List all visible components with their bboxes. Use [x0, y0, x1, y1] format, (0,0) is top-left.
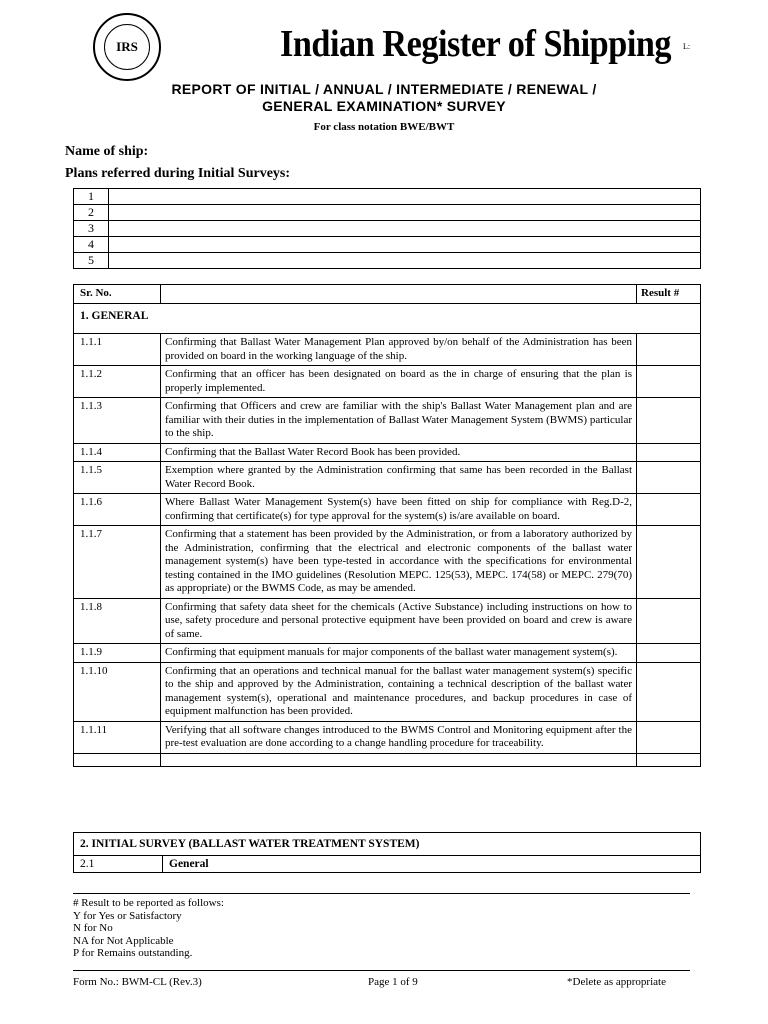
footnote-line: NA for Not Applicable [73, 934, 174, 947]
checklist-table [73, 284, 701, 767]
plan-row [74, 189, 701, 205]
row-description: Confirming that safety data sheet for the chemicals (Active Substance) including instructions on how to use, safety procedure and personal protective equipment have been provided on board and crew is aware of same. [161, 598, 637, 644]
row-description: Verifying that all software changes introduced to the BWMS Control and Monitoring equipment after the pre-test evaluation are done according to a change handling procedure for traceability. [161, 721, 637, 753]
section2-title-row [74, 833, 701, 856]
delete-note: *Delete as appropriate [567, 976, 666, 988]
row-number: 1.1.6 [74, 494, 161, 526]
table-row [74, 721, 701, 753]
row-description: Where Ballast Water Management System(s) have been fitted on ship for compliance with Reg.D-2, confirming that certificate(s) for type approval for the system(s) is/are available on board. [161, 494, 637, 526]
plan-row-number: 3 [74, 221, 109, 237]
table-row [74, 598, 701, 644]
col-result: Result # [637, 285, 701, 304]
row-number: 1.1.2 [74, 366, 161, 398]
col-description [161, 285, 637, 304]
organization-suffix: L: [683, 42, 691, 51]
section-row [74, 303, 701, 334]
plan-row-number: 4 [74, 237, 109, 253]
table-row [74, 462, 701, 494]
row-number: 1.1.3 [74, 398, 161, 444]
table-row [74, 494, 701, 526]
row-number: 1.1.8 [74, 598, 161, 644]
plan-row-entry [109, 221, 701, 237]
row-result-cell [637, 462, 701, 494]
row-number: 1.1.10 [74, 662, 161, 721]
row-number: 1.1.1 [74, 334, 161, 366]
row-result-cell [637, 526, 701, 599]
row-description: Confirming that equipment manuals for major components of the ballast water management system(s). [161, 644, 637, 663]
plans-referred-label: Plans referred during Initial Surveys: [65, 166, 291, 181]
plan-row-number: 2 [74, 205, 109, 221]
row-description: Confirming that Officers and crew are familiar with the ship's Ballast Water Management plan and are familiar with their duties in the implementation of Ballast Water Management System (BWMS) particular to the ship. [161, 398, 637, 444]
seal-text: IRS [104, 24, 150, 70]
table-row-blank [74, 753, 701, 766]
report-subtitle: For class notation BWE/BWT [313, 121, 455, 133]
row-result-cell [637, 398, 701, 444]
plan-row [74, 253, 701, 269]
form-number: Form No.: BWM-CL (Rev.3) [73, 976, 202, 988]
table-row [74, 398, 701, 444]
blank-cell [74, 753, 161, 766]
table-row [74, 366, 701, 398]
section2-row [74, 856, 701, 873]
plan-row-entry [109, 237, 701, 253]
row-result-cell [637, 443, 701, 462]
row-result-cell [637, 494, 701, 526]
row-description: Confirming that Ballast Water Management Plan approved by/on behalf of the Administration has been provided on board in the working language of the ship. [161, 334, 637, 366]
col-sr-no: Sr. No. [74, 285, 161, 304]
table-row [74, 644, 701, 663]
blank-cell [161, 753, 637, 766]
name-of-ship-label: Name of ship: [65, 144, 149, 159]
row-number: 1.1.9 [74, 644, 161, 663]
plan-row-entry [109, 205, 701, 221]
row-result-cell [637, 644, 701, 663]
plan-row [74, 205, 701, 221]
plan-row-number: 1 [74, 189, 109, 205]
page-number: Page 1 of 9 [368, 976, 418, 988]
section2-row-label: General [163, 856, 701, 873]
row-number: 1.1.7 [74, 526, 161, 599]
plans-table [73, 188, 701, 269]
row-description: Confirming that an officer has been designated on board as the in charge of ensuring that the plan is properly implemented. [161, 366, 637, 398]
footnote-line: N for No [73, 922, 113, 934]
row-number: 1.1.11 [74, 721, 161, 753]
row-description: Confirming that an operations and technical manual for the ballast water management system(s) specific to the ship and approved by the Administration, containing a technical description of the ballast water management system(s), operational and maintenance procedures, and backup procedures in case of equipment malfunction has been provided. [161, 662, 637, 721]
irs-seal-logo [93, 13, 161, 81]
section-general-title: 1. GENERAL [74, 303, 701, 334]
row-description: Confirming that the Ballast Water Record Book has been provided. [161, 443, 637, 462]
plan-row [74, 221, 701, 237]
plan-row [74, 237, 701, 253]
plan-row-number: 5 [74, 253, 109, 269]
table-row [74, 662, 701, 721]
report-title-line2: GENERAL EXAMINATION* SURVEY [262, 98, 506, 114]
table-row [74, 443, 701, 462]
row-result-cell [637, 366, 701, 398]
table-header-row [74, 285, 701, 304]
section2-title: 2. INITIAL SURVEY (BALLAST WATER TREATMENT SYSTEM) [74, 833, 701, 856]
row-number: 1.1.5 [74, 462, 161, 494]
section2-row-no: 2.1 [74, 856, 163, 873]
table-row [74, 334, 701, 366]
row-result-cell [637, 598, 701, 644]
blank-cell [637, 753, 701, 766]
organization-name: Indian Register of Shipping [280, 23, 672, 65]
plan-row-entry [109, 253, 701, 269]
footnote-line: # Result to be reported as follows: [73, 897, 224, 909]
table-row [74, 526, 701, 599]
footnote-divider [73, 893, 690, 894]
row-result-cell [637, 721, 701, 753]
section2-table [73, 832, 701, 873]
row-number: 1.1.4 [74, 443, 161, 462]
footnote-line: Y for Yes or Satisfactory [73, 909, 182, 922]
plan-row-entry [109, 189, 701, 205]
footnote-line: P for Remains outstanding. [73, 947, 193, 959]
footer-divider [73, 970, 690, 971]
report-title-line1: REPORT OF INITIAL / ANNUAL / INTERMEDIATE / RENEWAL / [171, 81, 597, 97]
row-description: Exemption where granted by the Administration confirming that same has been recorded in the Ballast Water Record Book. [161, 462, 637, 494]
footnote [73, 897, 224, 960]
row-result-cell [637, 662, 701, 721]
row-result-cell [637, 334, 701, 366]
row-description: Confirming that a statement has been provided by the Administration, or from a laboratory authorized by the Administration, confirming that the electrical and electronic components of the ballast water management system(s) have been type-tested in accordance with the specifications for environmental testing contained in the IMO guidelines (Resolution MEPC. 125(53), MEPC. 174(58) or MEPC. 279(70) as appropriate) or the BWMS Code, as may be amended. [161, 526, 637, 599]
